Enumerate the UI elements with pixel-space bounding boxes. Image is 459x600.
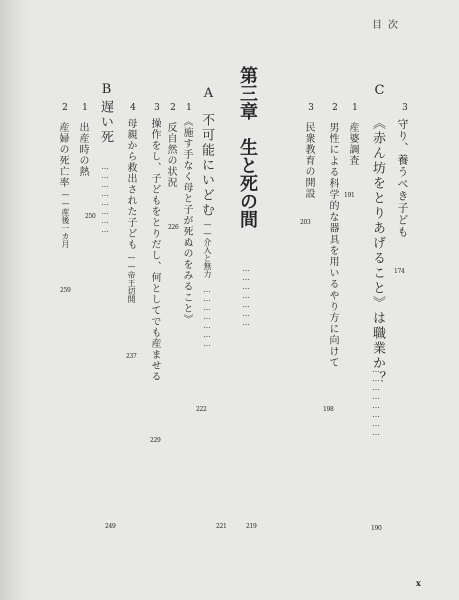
toc-number: 4 — [128, 103, 138, 112]
toc-page-number: 190 — [371, 525, 382, 532]
toc-entry-title: 民衆教育の開設 — [303, 122, 314, 199]
toc-number: 3 — [306, 103, 316, 112]
toc-page-number: 198 — [323, 406, 334, 413]
toc-entry-title: 男性による科学的な器具を用いるやり方に向けて — [327, 122, 338, 369]
toc-page-number: 222 — [196, 406, 207, 413]
toc-section-letter: B — [99, 82, 114, 97]
page-header-title: 目次 — [372, 20, 404, 31]
toc-page-number: 203 — [300, 219, 311, 226]
toc-page-number: 259 — [60, 287, 71, 294]
toc-entry-title: 操作をし、子どもをとりだし、何としてでも産ませる — [149, 118, 160, 382]
toc-page-number: 229 — [150, 437, 161, 444]
toc-page-number: 221 — [216, 523, 227, 530]
toc-number: 2 — [60, 103, 70, 112]
toc-dot-leader: ………………… — [242, 265, 250, 328]
toc-number: 1 — [184, 103, 194, 112]
toc-section-title: 不可能にいどむ — [199, 113, 214, 218]
toc-entry-title: 《施す手なく母と子が死ぬのをみること》 — [181, 116, 192, 325]
toc-page-number: 226 — [168, 224, 179, 231]
toc-entry-title: 反自然の状況 — [165, 122, 176, 188]
toc-page-number: 249 — [105, 523, 116, 530]
toc-number: 1 — [80, 103, 90, 112]
toc-page-number: 219 — [246, 523, 257, 530]
toc-entry-subtitle: ——産後一カ月 — [61, 190, 70, 248]
toc-number: 2 — [330, 103, 340, 112]
page-gutter-shadow — [0, 0, 34, 600]
toc-entry-title: 守り、養うべき子ども — [396, 118, 409, 238]
chapter-title: 第三章 生と死の間 — [237, 66, 258, 228]
toc-section-letter: A — [201, 86, 216, 101]
toc-entry-subtitle: ——帝王切開 — [127, 253, 136, 303]
toc-number: 3 — [152, 103, 162, 112]
toc-page-number: 250 — [85, 213, 96, 220]
toc-number: 3 — [400, 103, 410, 112]
toc-dot-leader: …………………… — [372, 366, 380, 438]
toc-section-subtitle: ——介入と無力 — [203, 220, 212, 278]
toc-entry-title: 出産時の熱 — [77, 122, 88, 177]
toc-section-title: 《赤ん坊をとりあげること》は職業か？ — [370, 116, 385, 386]
toc-section-title: 遅い死 — [98, 100, 113, 145]
toc-dot-leader: ………………… — [203, 286, 211, 349]
toc-dot-leader: …………………… — [101, 163, 109, 235]
toc-entry-title: 母親から救出された子ども — [125, 118, 136, 250]
toc-page-number: 191 — [344, 192, 355, 199]
toc-page-number: 237 — [126, 353, 137, 360]
toc-number: 2 — [168, 103, 178, 112]
toc-page-number: 174 — [394, 268, 405, 275]
toc-entry-title: 産婆調査 — [347, 122, 358, 166]
toc-number: 1 — [350, 103, 360, 112]
toc-section-letter: C — [372, 83, 387, 98]
page-footer-number: x — [416, 578, 421, 588]
toc-entry-title: 産婦の死亡率 — [57, 122, 68, 188]
